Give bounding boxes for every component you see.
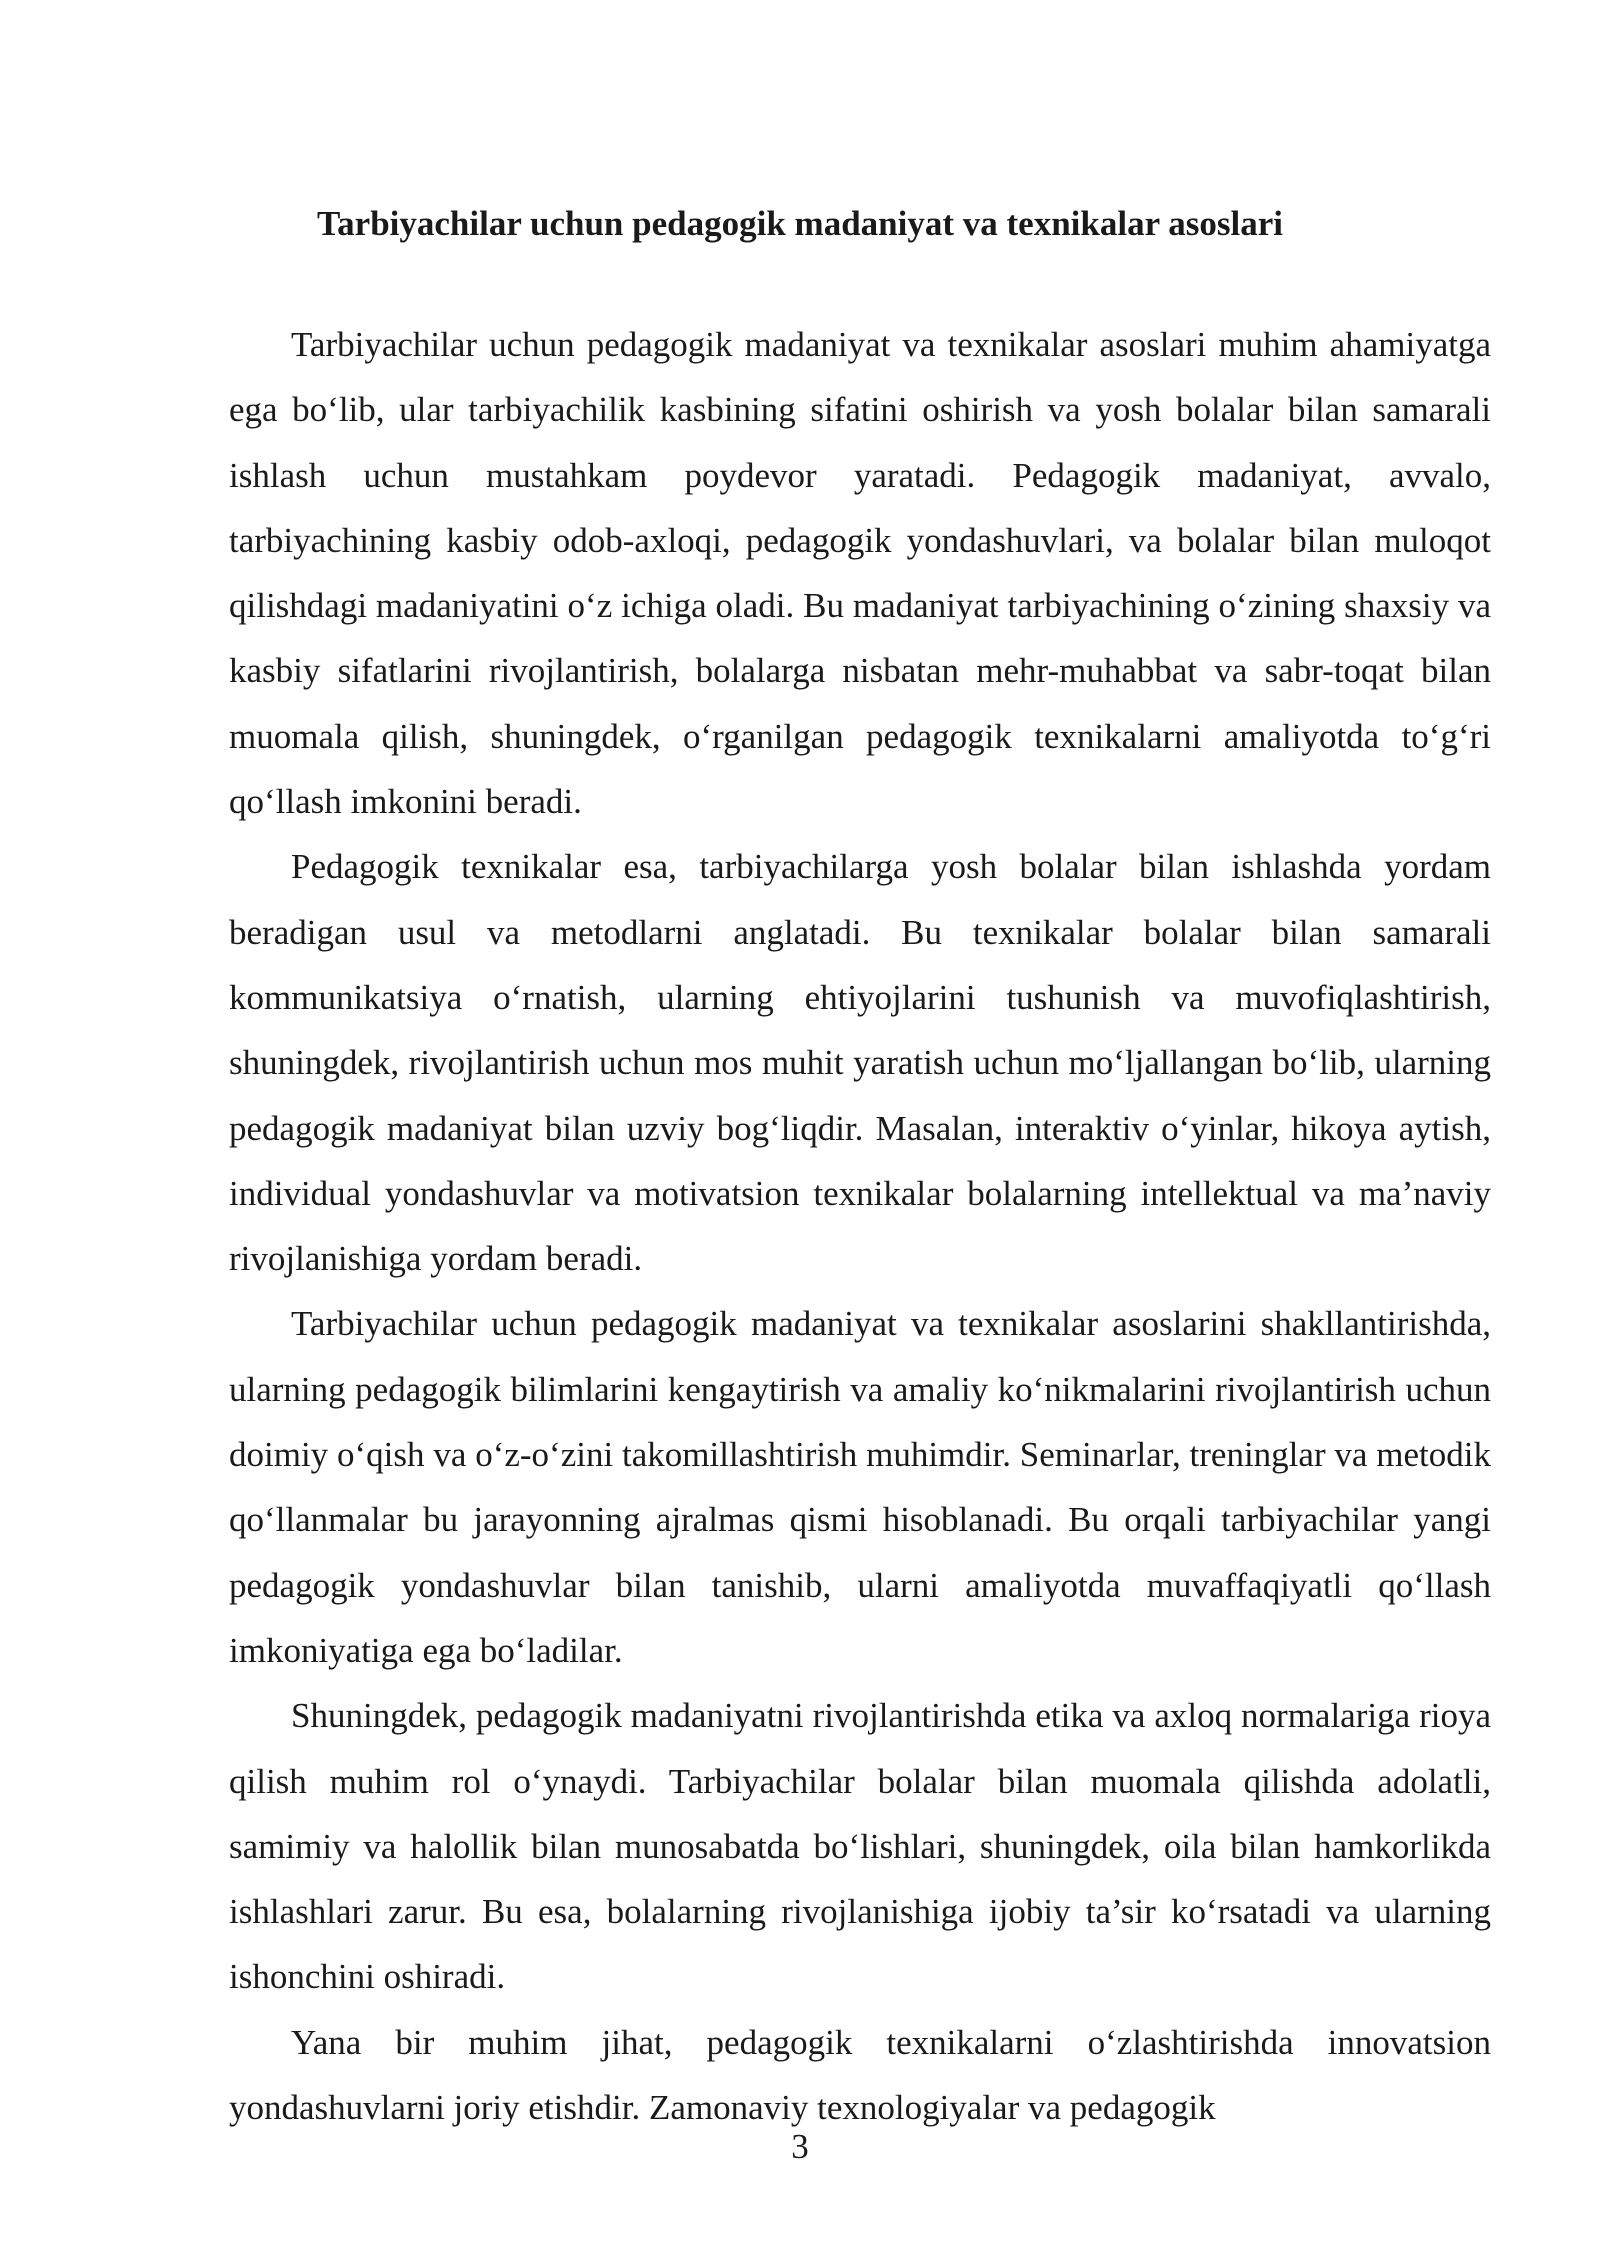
page-title: Tarbiyachilar uchun pedagogik madaniyat va texnikalar asoslari <box>317 204 1283 243</box>
paragraph: Pedagogik texnikalar esa, tarbiyachilarga yosh bolalar bilan ishlashda yordam beradigan usul va metodlarni anglatadi. Bu texnikalar bolalar bilan samarali kommunikatsiya o‘rnatish, ularning ehtiyojlarini tushunish va muvofiqlashtirish, shuningdek, rivojlantirish uchun mos muhit yaratish uchun mo‘ljallangan bo‘lib, ularning pedagogik madaniyat bilan uzviy bog‘liqdir. Masalan, interaktiv o‘yinlar, hikoya aytish, individual yondashuvlar va motivatsion texnikalar bolalarning intellektual va ma’naviy rivojlanishiga yordam beradi. <box>229 847 1491 1279</box>
paragraph: Tarbiyachilar uchun pedagogik madaniyat va texnikalar asoslarini shakllantirishda, ularning pedagogik bilimlarini kengaytirish va amaliy ko‘nikmalarini rivojlantirish uchun doimiy o‘qish va o‘z-o‘zini takomillashtirish muhimdir. Seminarlar, treninglar va metodik qo‘llanmalar bu jarayonning ajralmas qismi hisoblanadi. Bu orqali tarbiyachilar yangi pedagogik yondashuvlar bilan tanishib, ularni amaliyotda muvaffaqiyatli qo‘llash imkoniyatiga ega bo‘ladilar. <box>229 1304 1491 1670</box>
page-number: 3 <box>791 2127 809 2166</box>
paragraph: Shuningdek, pedagogik madaniyatni rivojlantirishda etika va axloq normalariga rioya qilish muhim rol o‘ynaydi. Tarbiyachilar bolalar bilan muomala qilishda adolatli, samimiy va halollik bilan munosabatda bo‘lishlari, shuningdek, oila bilan hamkorlikda ishlashlari zarur. Bu esa, bolalarning rivojlanishiga ijobiy ta’sir ko‘rsatadi va ularning ishonchini oshiradi. <box>229 1696 1491 1997</box>
paragraph: Yana bir muhim jihat, pedagogik texnikalarni o‘zlashtirishda innovatsion yondashuvlarni joriy etishdir. Zamonaviy texnologiyalar va pedagogik <box>229 2022 1491 2128</box>
body-text <box>229 312 1491 2140</box>
paragraph: Tarbiyachilar uchun pedagogik madaniyat va texnikalar asoslari muhim ahamiyatga ega bo‘lib, ular tarbiyachilik kasbining sifatini oshirish va yosh bolalar bilan samarali ishlash uchun mustahkam poydevor yaratadi. Pedagogik madaniyat, avvalo, tarbiyachining kasbiy odob-axloqi, pedagogik yondashuvlari, va bolalar bilan muloqot qilishdagi madaniyatini o‘z ichiga oladi. Bu madaniyat tarbiyachining o‘zining shaxsiy va kasbiy sifatlarini rivojlantirish, bolalarga nisbatan mehr-muhabbat va sabr-toqat bilan muomala qilish, shuningdek, o‘rganilgan pedagogik texnikalarni amaliyotda to‘g‘ri qo‘llash imkonini beradi. <box>229 325 1491 822</box>
